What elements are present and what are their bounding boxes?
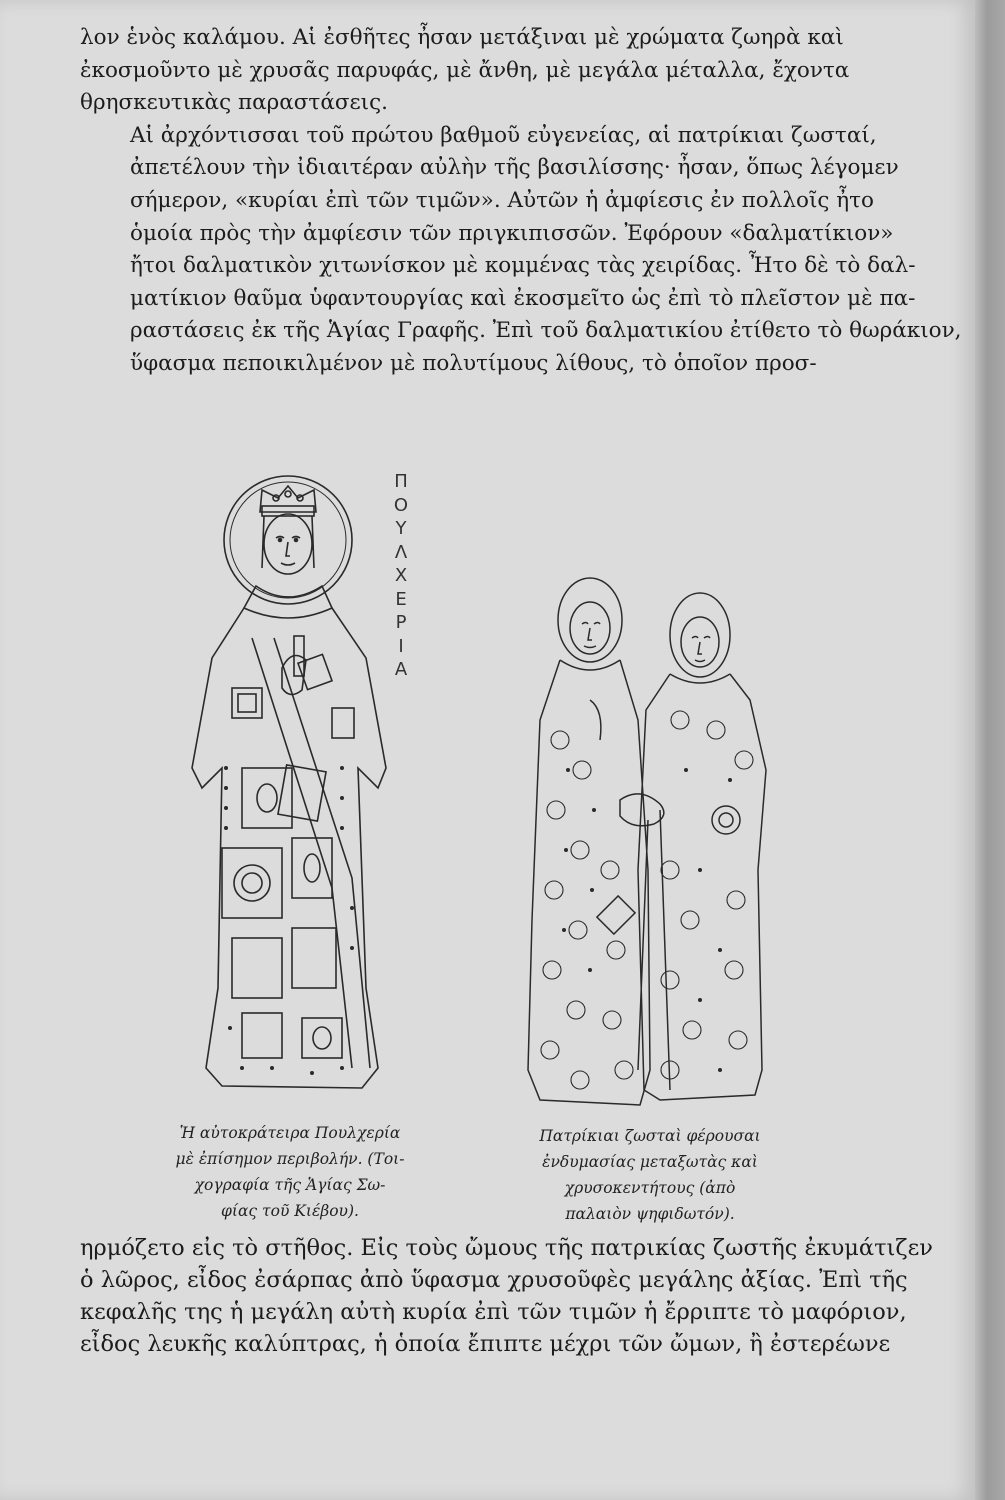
inscription-letter: Λ (394, 541, 408, 563)
text-line: σήμερον, «κυρίαι ἐπὶ τῶν τιμῶν». Αὐτῶν ἡ ἀμφίεσις ἐν πολλοῖς ἦτο (130, 187, 874, 213)
inscription-letter: Χ (394, 565, 408, 586)
text-line: θρησκευτικὰς παραστάσεις. (80, 90, 388, 116)
text-line: ὁμοία πρὸς τὴν ἀμφίεσιν τῶν πριγκιπισσῶν. Ἐφόρουν «δαλματίκιον» (130, 220, 894, 246)
caption-patrician-ladies (505, 1123, 795, 1227)
text-line: ἐκοσμοῦντο μὲ χρυσᾶς παρυφάς, μὲ ἄνθη, μὲ μεγάλα μέταλλα, ἔχοντα (80, 57, 850, 83)
inscription-letter: Ο (393, 494, 409, 516)
inscription-letter: Π (394, 471, 408, 492)
text-line: ὕφασμα πεποικιλμένον μὲ πολυτίμους λίθους, τὸ ὁποῖον προσ- (130, 350, 817, 376)
text-line: κεφαλῆς της ἡ μεγάλη αὐτὴ κυρία ἐπὶ τῶν τιμῶν ἡ ἔρριπτε τὸ μαφόριον, (80, 1299, 907, 1325)
caption-empress (140, 1120, 440, 1224)
text-line: Αἱ ἀρχόντισσαι τοῦ πρώτου βαθμοῦ εὐγενείας, αἱ πατρίκιαι ζωσταί, (130, 122, 877, 148)
text-line: ἀπετέλουν τὴν ἰδιαιτέραν αὐλὴν τῆς βασιλίσσης· ἦσαν, ὅπως λέγομεν (130, 155, 899, 181)
inscription-letter: Ρ (395, 612, 407, 633)
text-line: ματίκιον θαῦμα ὑφαντουργίας καὶ ἐκοσμεῖτο ὡς ἐπὶ τὸ πλεῖστον μὲ πα- (130, 285, 916, 311)
text-line: λον ἑνὸς καλάμου. Αἱ ἐσθῆτες ἦσαν μετάξιναι μὲ χρώματα ζωηρὰ καὶ (80, 25, 844, 50)
bottom-text-block (80, 1232, 933, 1360)
paragraph-2 (80, 120, 962, 381)
caption-line: μὲ ἐπίσημον περιβολήν. (Τοι- (175, 1150, 405, 1168)
inscription-letter: Α (394, 659, 408, 680)
caption-line: χογραφία τῆς Ἁγίας Σω- (194, 1176, 386, 1194)
caption-line: χρυσοκεντήτους (ἀπὸ (564, 1179, 736, 1197)
inscription-letter: Υ (395, 518, 407, 539)
caption-line: ἐνδυμασίας μεταξωτὰς καὶ (542, 1153, 758, 1171)
paragraph-1 (80, 22, 910, 120)
inscription-letter: Ε (395, 588, 407, 610)
caption-line: Ἡ αὐτοκράτειρα Πουλχερία (179, 1124, 401, 1142)
text-line: ἤτοι δαλματικὸν χιτωνίσκον μὲ κομμένας τὰς χειρίδας. Ἦτο δὲ τὸ δαλ- (130, 253, 916, 279)
caption-line: φίας τοῦ Κιέβου). (221, 1202, 359, 1220)
paragraph-3 (80, 1232, 933, 1360)
text-line: ραστάσεις ἐκ τῆς Ἁγίας Γραφῆς. Ἐπὶ τοῦ δαλματικίου ἐτίθετο τὸ θωράκιον, (130, 318, 962, 344)
inscription-letter: Ι (398, 635, 404, 657)
text-line: ὁ λῶρος, εἶδος ἐσάρπας ἀπὸ ὕφασμα χρυσοῦφὲς μεγάλης ἀξίας. Ἐπὶ τῆς (80, 1267, 908, 1293)
text-line: ηρμόζετο εἰς τὸ στῆθος. Εἰς τοὺς ὤμους τῆς πατρικίας ζωστῆς ἐκυμάτιζεν (80, 1235, 933, 1261)
caption-line: παλαιὸν ψηφιδωτόν). (565, 1205, 735, 1223)
caption-line: Πατρίκιαι ζωσταὶ φέρουσαι (539, 1127, 761, 1145)
empress-pulcheria-illustration (182, 468, 394, 1108)
patrician-ladies-illustration (520, 570, 770, 1110)
text-line: εἶδος λευκῆς καλύπτρας, ἡ ὁποία ἔπιπτε μέχρι τῶν ὤμων, ἢ ἐστερέωνε (80, 1331, 891, 1357)
top-text-block (80, 22, 962, 381)
pulcheria-vertical-inscription (390, 470, 412, 682)
page-edge (975, 0, 1005, 1500)
